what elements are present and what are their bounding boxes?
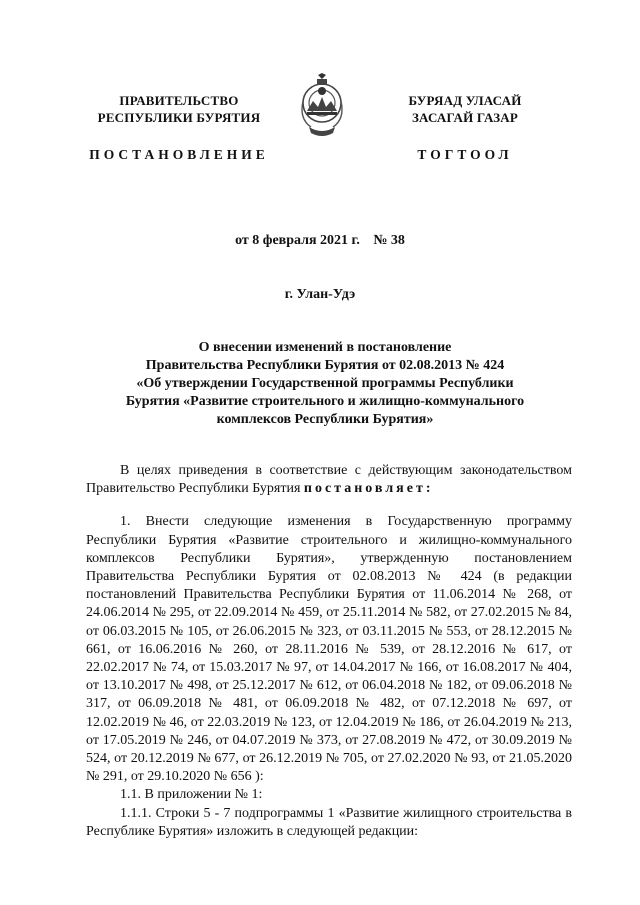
document-date-line xyxy=(0,233,640,249)
document-city: г. Улан-Удэ xyxy=(284,287,356,302)
header-right-doc-type: ТОГТООЛ xyxy=(417,147,513,162)
document-title xyxy=(90,339,560,429)
republic-of-buryatia-coat-of-arms-icon xyxy=(297,73,347,151)
header-left-line1: ПРАВИТЕЛЬСТВО xyxy=(119,93,239,108)
document-body xyxy=(86,462,572,841)
title-line: комплексов Республики Бурятия» xyxy=(216,412,434,427)
header-right-block xyxy=(380,92,550,163)
preamble-decree-word: постановляет: xyxy=(303,481,434,497)
header-left-block xyxy=(84,92,274,163)
item-1-paragraph: 1. Внести следующие изменения в Государственную программу Республики Бурятия «Развитие строительного и жилищно-коммунального комплексов Республики Бурятия», утвержденную постановлением Правительства Республики Бурятия от 02.08.2013 № 424 (в редакции постановлений Правительства Республики Бурятия от 11.06.2014 № 268, от 24.06.2014 № 295, от 22.09.2014 № 459, от 25.11.2014 № 582, от 27.02.2015 № 84, от 06.03.2015 № 105, от 26.06.2015 № 323, от 03.11.2015 № 553, от 28.12.2015 № 661, от 16.06.2016 № 260, от 28.11.2016 № 539, от 28.12.2016 № 617, от 22.02.2017 № 74, от 15.03.2017 № 97, от 14.04.2017 № 166, от 16.08.2017 № 404, от 13.10.2017 № 498, от 25.12.2017 № 612, от 06.04.2018 № 182, от 09.06.2018 № 317, от 06.09.2018 № 481, от 06.09.2018 № 482, от 07.12.2018 № 697, от 12.02.2019 № 46, от 22.03.2019 № 123, от 12.04.2019 № 186, от 26.04.2019 № 213, от 17.05.2019 № 246, от 04.07.2019 № 373, от 27.08.2019 № 472, от 30.09.2019 № 524, от 20.12.2019 № 677, от 26.12.2019 № 705, от 27.02.2020 № 93, от 21.05.2020 № 291, от 29.10.2020 № 656 ): xyxy=(86,514,572,785)
title-line: О внесении изменений в постановление xyxy=(198,340,452,355)
header-right-line1: БУРЯАД УЛАСАЙ xyxy=(408,93,522,108)
title-line: Бурятия «Развитие строительного и жилищно-коммунального xyxy=(125,394,525,409)
header-right-line2: ЗАСАГАЙ ГАЗАР xyxy=(411,110,519,125)
title-line: «Об утверждении Государственной программы Республики xyxy=(136,376,514,391)
item-1-1-1-paragraph: 1.1.1. Строки 5 - 7 подпрограммы 1 «Развитие жилищного строительства в Республике Бурятия» изложить в следующей редакции: xyxy=(86,805,572,839)
document-date: от 8 февраля 2021 г. xyxy=(235,233,360,248)
header-left-doc-type: ПОСТАНОВЛЕНИЕ xyxy=(89,147,269,162)
document-number: № 38 xyxy=(373,233,405,248)
title-line: Правительства Республики Бурятия от 02.08.2013 № 424 xyxy=(145,358,505,373)
preamble-paragraph xyxy=(86,462,572,498)
header-left-line2: РЕСПУБЛИКИ БУРЯТИЯ xyxy=(97,110,261,125)
item-1-1-paragraph: 1.1. В приложении № 1: xyxy=(120,787,263,803)
preamble-text: В целях приведения в соответствие с действующим законодательством Правительство Республики Бурятия xyxy=(86,463,572,497)
